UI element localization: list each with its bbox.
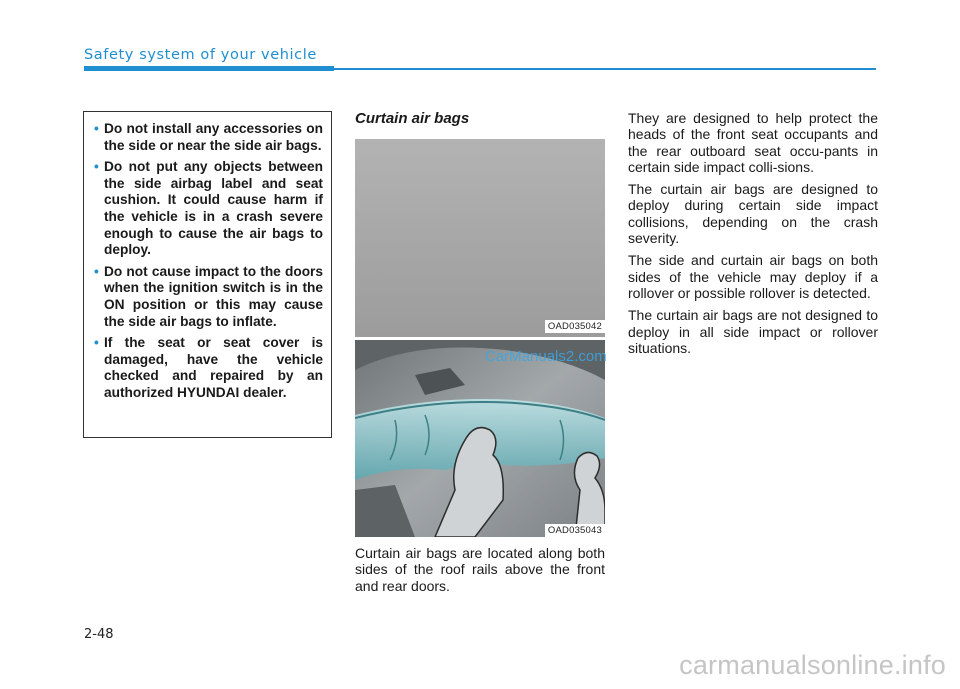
car-interior-illustration [355, 340, 605, 537]
warning-item [95, 121, 323, 154]
curtain-airbag-figure [355, 340, 605, 537]
bullet-icon: • [94, 121, 99, 136]
warning-box [83, 111, 332, 438]
paragraph: The curtain air bags are not designed to deploy in all side impact or rollover situations. [628, 307, 878, 356]
site-watermark-overlay: CarManuals2.com [485, 348, 607, 365]
page-number: 2-48 [84, 627, 114, 642]
warning-text: Do not cause impact to the doors when the ignition switch is in the ON position or this may cause the side air bags to inflate. [104, 263, 323, 329]
warning-item [95, 159, 323, 259]
bullet-icon: • [94, 159, 99, 175]
figure-code: OAD035043 [545, 524, 605, 537]
header-rule-thick [84, 66, 334, 71]
warning-text: Do not install any accessories on the side or near the side air bags. [104, 121, 323, 153]
right-column [628, 110, 878, 362]
paragraph: The curtain air bags are designed to deploy during certain side impact collisions, depending on the crash severity. [628, 181, 878, 247]
figure-image [355, 139, 605, 337]
footer-watermark: carmanualsonline.info [679, 650, 946, 680]
warning-list [84, 112, 331, 402]
bullet-icon: • [94, 335, 99, 351]
warning-item [95, 335, 323, 401]
warning-text: Do not put any objects between the side airbag label and seat cushion. It could cause harm if the vehicle is in a crash severe enough to cause the air bags to deploy. [104, 159, 323, 258]
curtain-airbag-description: Curtain air bags are located along both sides of the roof rails above the front and rear doors. [355, 545, 605, 594]
figure-placeholder [355, 139, 605, 337]
paragraph: They are designed to help protect the heads of the front seat occupants and the rear outboard seat occu-pants in certain side impact colli-sions. [628, 110, 878, 175]
section-header-title: Safety system of your vehicle [84, 47, 317, 63]
warning-item [95, 264, 323, 330]
paragraph: The side and curtain air bags on both sides of the vehicle may deploy if a rollover or possible rollover is detected. [628, 252, 878, 301]
header-rule-thin [334, 68, 876, 70]
figure-code: OAD035042 [545, 320, 605, 333]
bullet-icon: • [94, 263, 99, 279]
warning-text: If the seat or seat cover is damaged, have the vehicle checked and repaired by an authorized HYUNDAI dealer. [104, 335, 323, 400]
section-title: Curtain air bags [355, 110, 470, 127]
